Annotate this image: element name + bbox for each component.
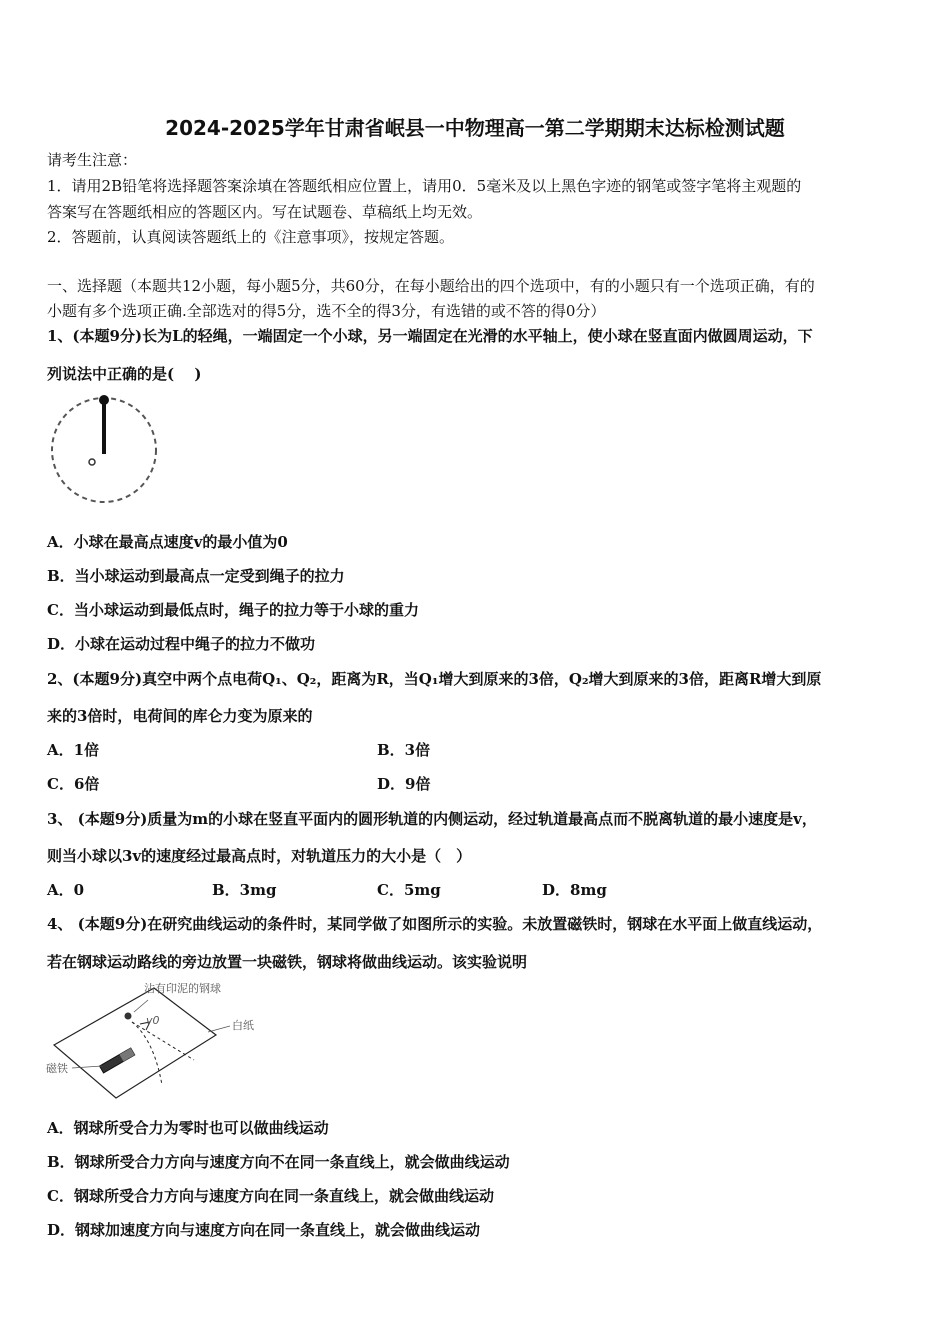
notice-item-1a: 1．请用2B铅笔将选择题答案涂填在答题纸相应位置上，请用0．5毫米及以上黑色字迹的钢笔或签字笔将主观题的 bbox=[47, 177, 802, 195]
q2-option-a: A．1倍 bbox=[47, 741, 100, 759]
q1-stem-b: 列说法中正确的是( ) bbox=[47, 365, 202, 383]
section-heading-b: 小题有多个选项正确.全部选对的得5分，选不全的得3分，有选错的或不答的得0分） bbox=[47, 302, 606, 320]
velocity-label: v0 bbox=[146, 1014, 160, 1027]
q3-option-b: B．3mg bbox=[212, 881, 277, 899]
q4-stem-a: 4、 (本题9分)在研究曲线运动的条件时，某同学做了如图所示的实验。未放置磁铁时，钢球在水平面上做直线运动， bbox=[47, 915, 823, 933]
q1-option-c: C．当小球运动到最低点时，绳子的拉力等于小球的重力 bbox=[47, 601, 419, 619]
notice-item-2: 2．答题前，认真阅读答题纸上的《注意事项》，按规定答题。 bbox=[47, 228, 455, 246]
white-paper bbox=[54, 988, 216, 1098]
q3-stem-b: 则当小球以3v的速度经过最高点时，对轨道压力的大小是（ ） bbox=[47, 847, 472, 865]
q2-option-c: C．6倍 bbox=[47, 775, 100, 793]
q4-stem-b: 若在钢球运动路线的旁边放置一块磁铁，钢球将做曲线运动。该实验说明 bbox=[47, 953, 528, 971]
q1-option-d: D．小球在运动过程中绳子的拉力不做功 bbox=[47, 635, 316, 653]
axis-point bbox=[89, 459, 95, 465]
magnet-leader bbox=[72, 1066, 102, 1068]
ball bbox=[99, 395, 109, 405]
q4-option-a: A．钢球所受合力为零时也可以做曲线运动 bbox=[47, 1119, 329, 1137]
notice-heading: 请考生注意： bbox=[47, 151, 138, 169]
q3-option-d: D．8mg bbox=[542, 881, 607, 899]
q2-option-b: B．3倍 bbox=[377, 741, 431, 759]
q4-option-d: D．钢球加速度方向与速度方向在同一条直线上，就会做曲线运动 bbox=[47, 1221, 481, 1239]
q4-option-b: B．钢球所受合力方向与速度方向不在同一条直线上，就会做曲线运动 bbox=[47, 1153, 510, 1171]
q1-option-b: B．当小球运动到最高点一定受到绳子的拉力 bbox=[47, 567, 345, 585]
ball-label: 沾有印泥的钢球 bbox=[144, 982, 221, 995]
q1-option-a: A．小球在最高点速度v的最小值为0 bbox=[47, 533, 288, 551]
straight-path bbox=[132, 1022, 194, 1060]
q3-stem-a: 3、 (本题9分)质量为m的小球在竖直平面内的圆形轨道的内侧运动，经过轨道最高点而不脱离轨道的最小速度是v， bbox=[47, 810, 817, 828]
curved-path bbox=[132, 1022, 162, 1085]
q2-stem-a: 2、(本题9分)真空中两个点电荷Q₁、Q₂，距离为R，当Q₁增大到原来的3倍，Q₂增大到原来的3倍，距离R增大到原 bbox=[47, 670, 822, 688]
q3-option-c: C．5mg bbox=[377, 881, 441, 899]
q4-option-c: C．钢球所受合力方向与速度方向在同一条直线上，就会做曲线运动 bbox=[47, 1187, 494, 1205]
section-heading-a: 一、选择题（本题共12小题，每小题5分，共60分，在每小题给出的四个选项中，有的小题只有一个选项正确，有的 bbox=[47, 277, 815, 295]
ball-leader bbox=[134, 1000, 148, 1012]
q2-option-d: D．9倍 bbox=[377, 775, 431, 793]
paper-leader bbox=[208, 1026, 230, 1032]
page-title: 2024-2025学年甘肃省岷县一中物理高一第二学期期末达标检测试题 bbox=[165, 116, 785, 140]
magnet-label: 磁铁 bbox=[46, 1062, 68, 1075]
paper-label: 白纸 bbox=[232, 1019, 254, 1032]
q2-stem-b: 来的3倍时，电荷间的库仑力变为原来的 bbox=[47, 707, 313, 725]
q1-stem-a: 1、(本题9分)长为L的轻绳，一端固定一个小球，另一端固定在光滑的水平轴上，使小球在竖直面内做圆周运动，下 bbox=[47, 327, 813, 345]
q4-magnet-figure bbox=[44, 980, 264, 1100]
q3-option-a: A．0 bbox=[47, 881, 85, 899]
magnet bbox=[100, 1048, 135, 1073]
steel-ball bbox=[125, 1013, 132, 1020]
q1-circle-figure bbox=[46, 392, 162, 508]
notice-item-1b: 答案写在答题纸相应的答题区内。写在试题卷、草稿纸上均无效。 bbox=[47, 203, 483, 221]
